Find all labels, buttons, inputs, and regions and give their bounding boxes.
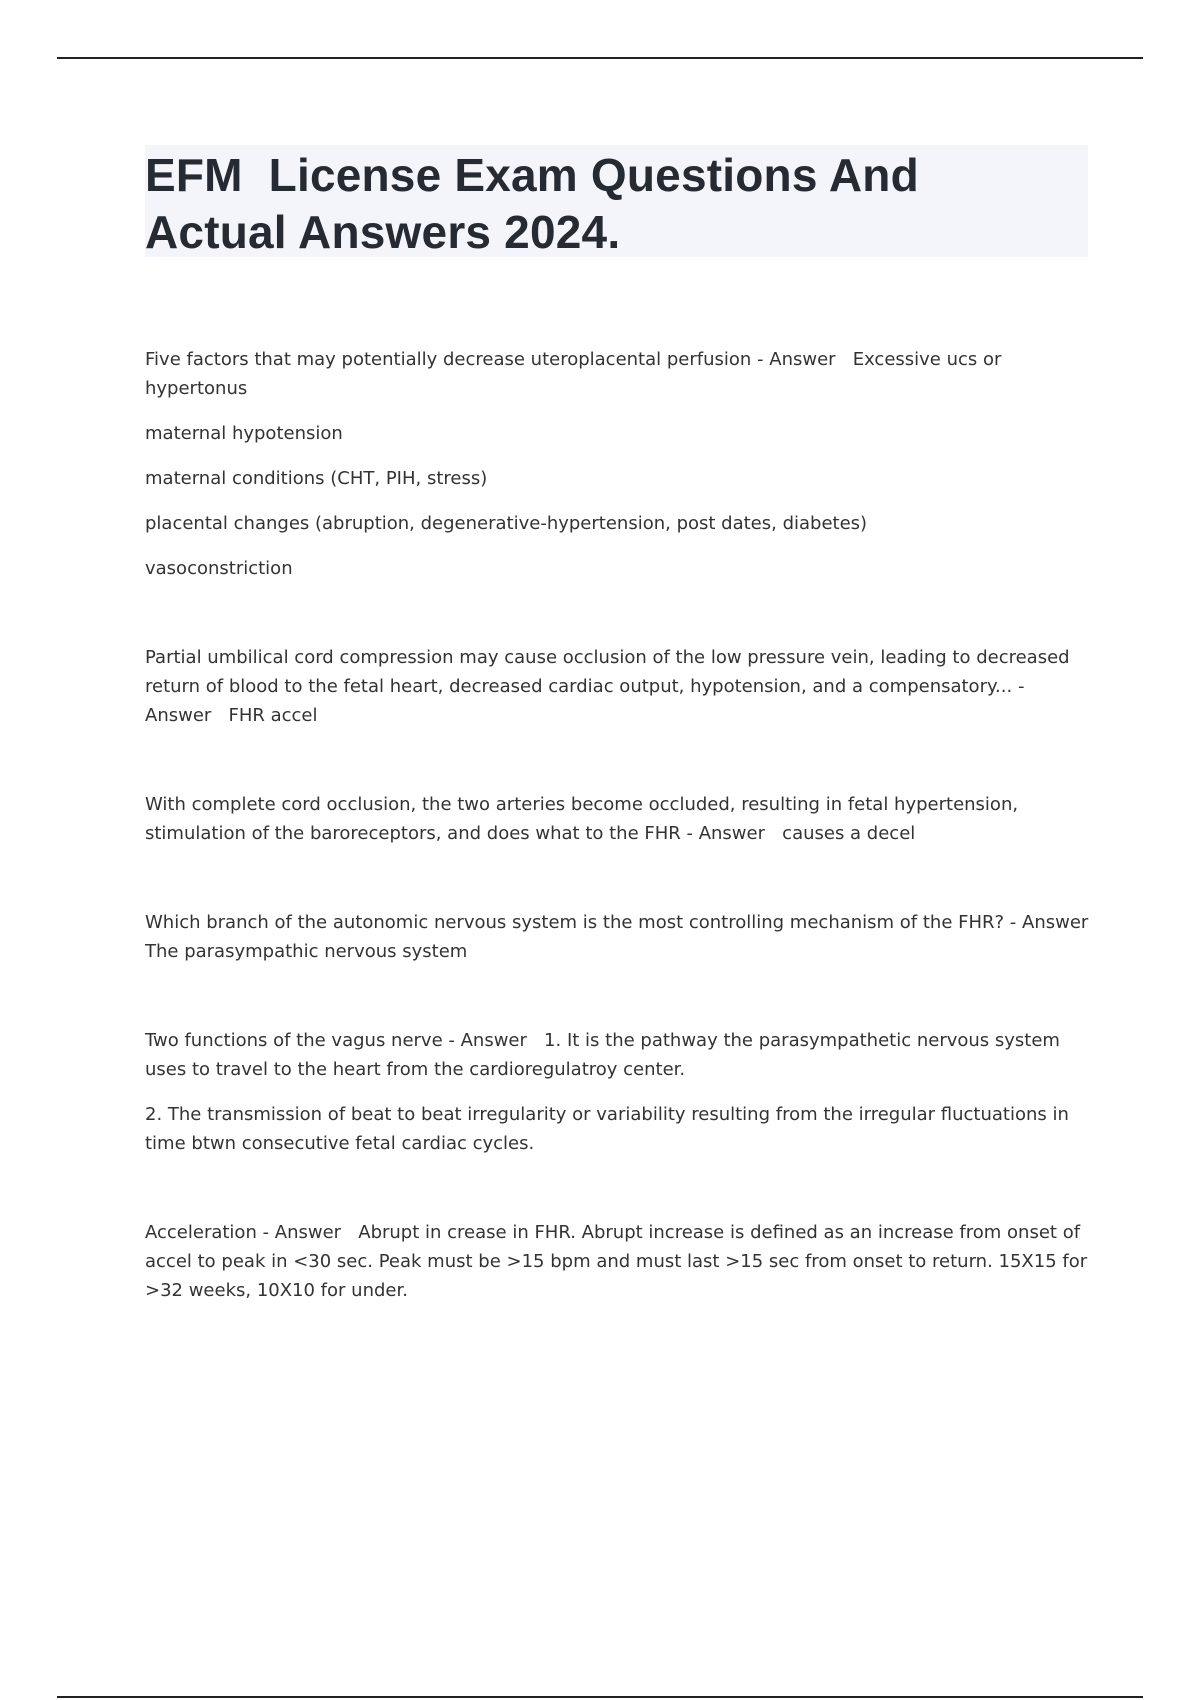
qa-separator — [145, 966, 1090, 1026]
qa-item — [145, 790, 1090, 848]
qa-separator — [145, 583, 1090, 643]
qa-answer-continuation: maternal hypotension — [145, 423, 343, 444]
qa-question-answer: Acceleration - Answer Abrupt in crease in FHR. Abrupt increase is defined as an increase from onset of accel to peak in <30 sec. Peak must be >15 bpm and must last >15 sec from onset to return. 15X15 for >32 weeks, 10X10 for under. — [145, 1222, 1093, 1301]
qa-question-answer: Partial umbilical cord compression may cause occlusion of the low pressure vein, leading to decreased return of blood to the fetal heart, decreased cardiac output, hypotension, and a compensatory... - Answer FHR accel — [145, 647, 1076, 726]
qa-question-answer: Two functions of the vagus nerve - Answer 1. It is the pathway the parasympathetic nervous system uses to travel to the heart from the cardioregulatroy center. — [145, 1030, 1066, 1080]
qa-list — [145, 345, 1106, 1305]
qa-item — [145, 1218, 1093, 1305]
page-title-line-2: Actual Answers 2024. — [145, 206, 621, 258]
qa-answer-continuation: maternal conditions (CHT, PIH, stress) — [145, 468, 488, 489]
qa-item — [145, 643, 1090, 730]
qa-answer-continuation: vasoconstriction — [145, 558, 293, 579]
qa-answer-continuation: placental changes (abruption, degenerative-hypertension, post dates, diabetes) — [145, 513, 868, 534]
qa-item — [145, 1026, 1090, 1158]
qa-item — [145, 345, 1090, 583]
page-title-line-1: EFM License Exam Questions And — [145, 149, 919, 201]
qa-separator — [145, 1158, 1090, 1218]
qa-separator — [145, 848, 1090, 908]
title-block — [145, 145, 1088, 257]
qa-question-answer: Five factors that may potentially decrease uteroplacental perfusion - Answer Excessive ucs or hypertonus — [145, 349, 1008, 399]
qa-answer-continuation: 2. The transmission of beat to beat irregularity or variability resulting from the irregular fluctuations in time btwn consecutive fetal cardiac cycles. — [145, 1104, 1075, 1154]
page-title — [145, 147, 919, 261]
qa-item — [145, 908, 1106, 966]
qa-question-answer: With complete cord occlusion, the two arteries become occluded, resulting in fetal hypertension, stimulation of the baroreceptors, and does what to the FHR - Answer causes a decel — [145, 794, 1024, 844]
qa-question-answer: Which branch of the autonomic nervous system is the most controlling mechanism of the FHR? - Answer The parasympathic nervous system — [145, 912, 1106, 962]
footer-rule — [57, 1696, 1143, 1698]
qa-separator — [145, 730, 1090, 790]
header-rule — [57, 57, 1143, 59]
